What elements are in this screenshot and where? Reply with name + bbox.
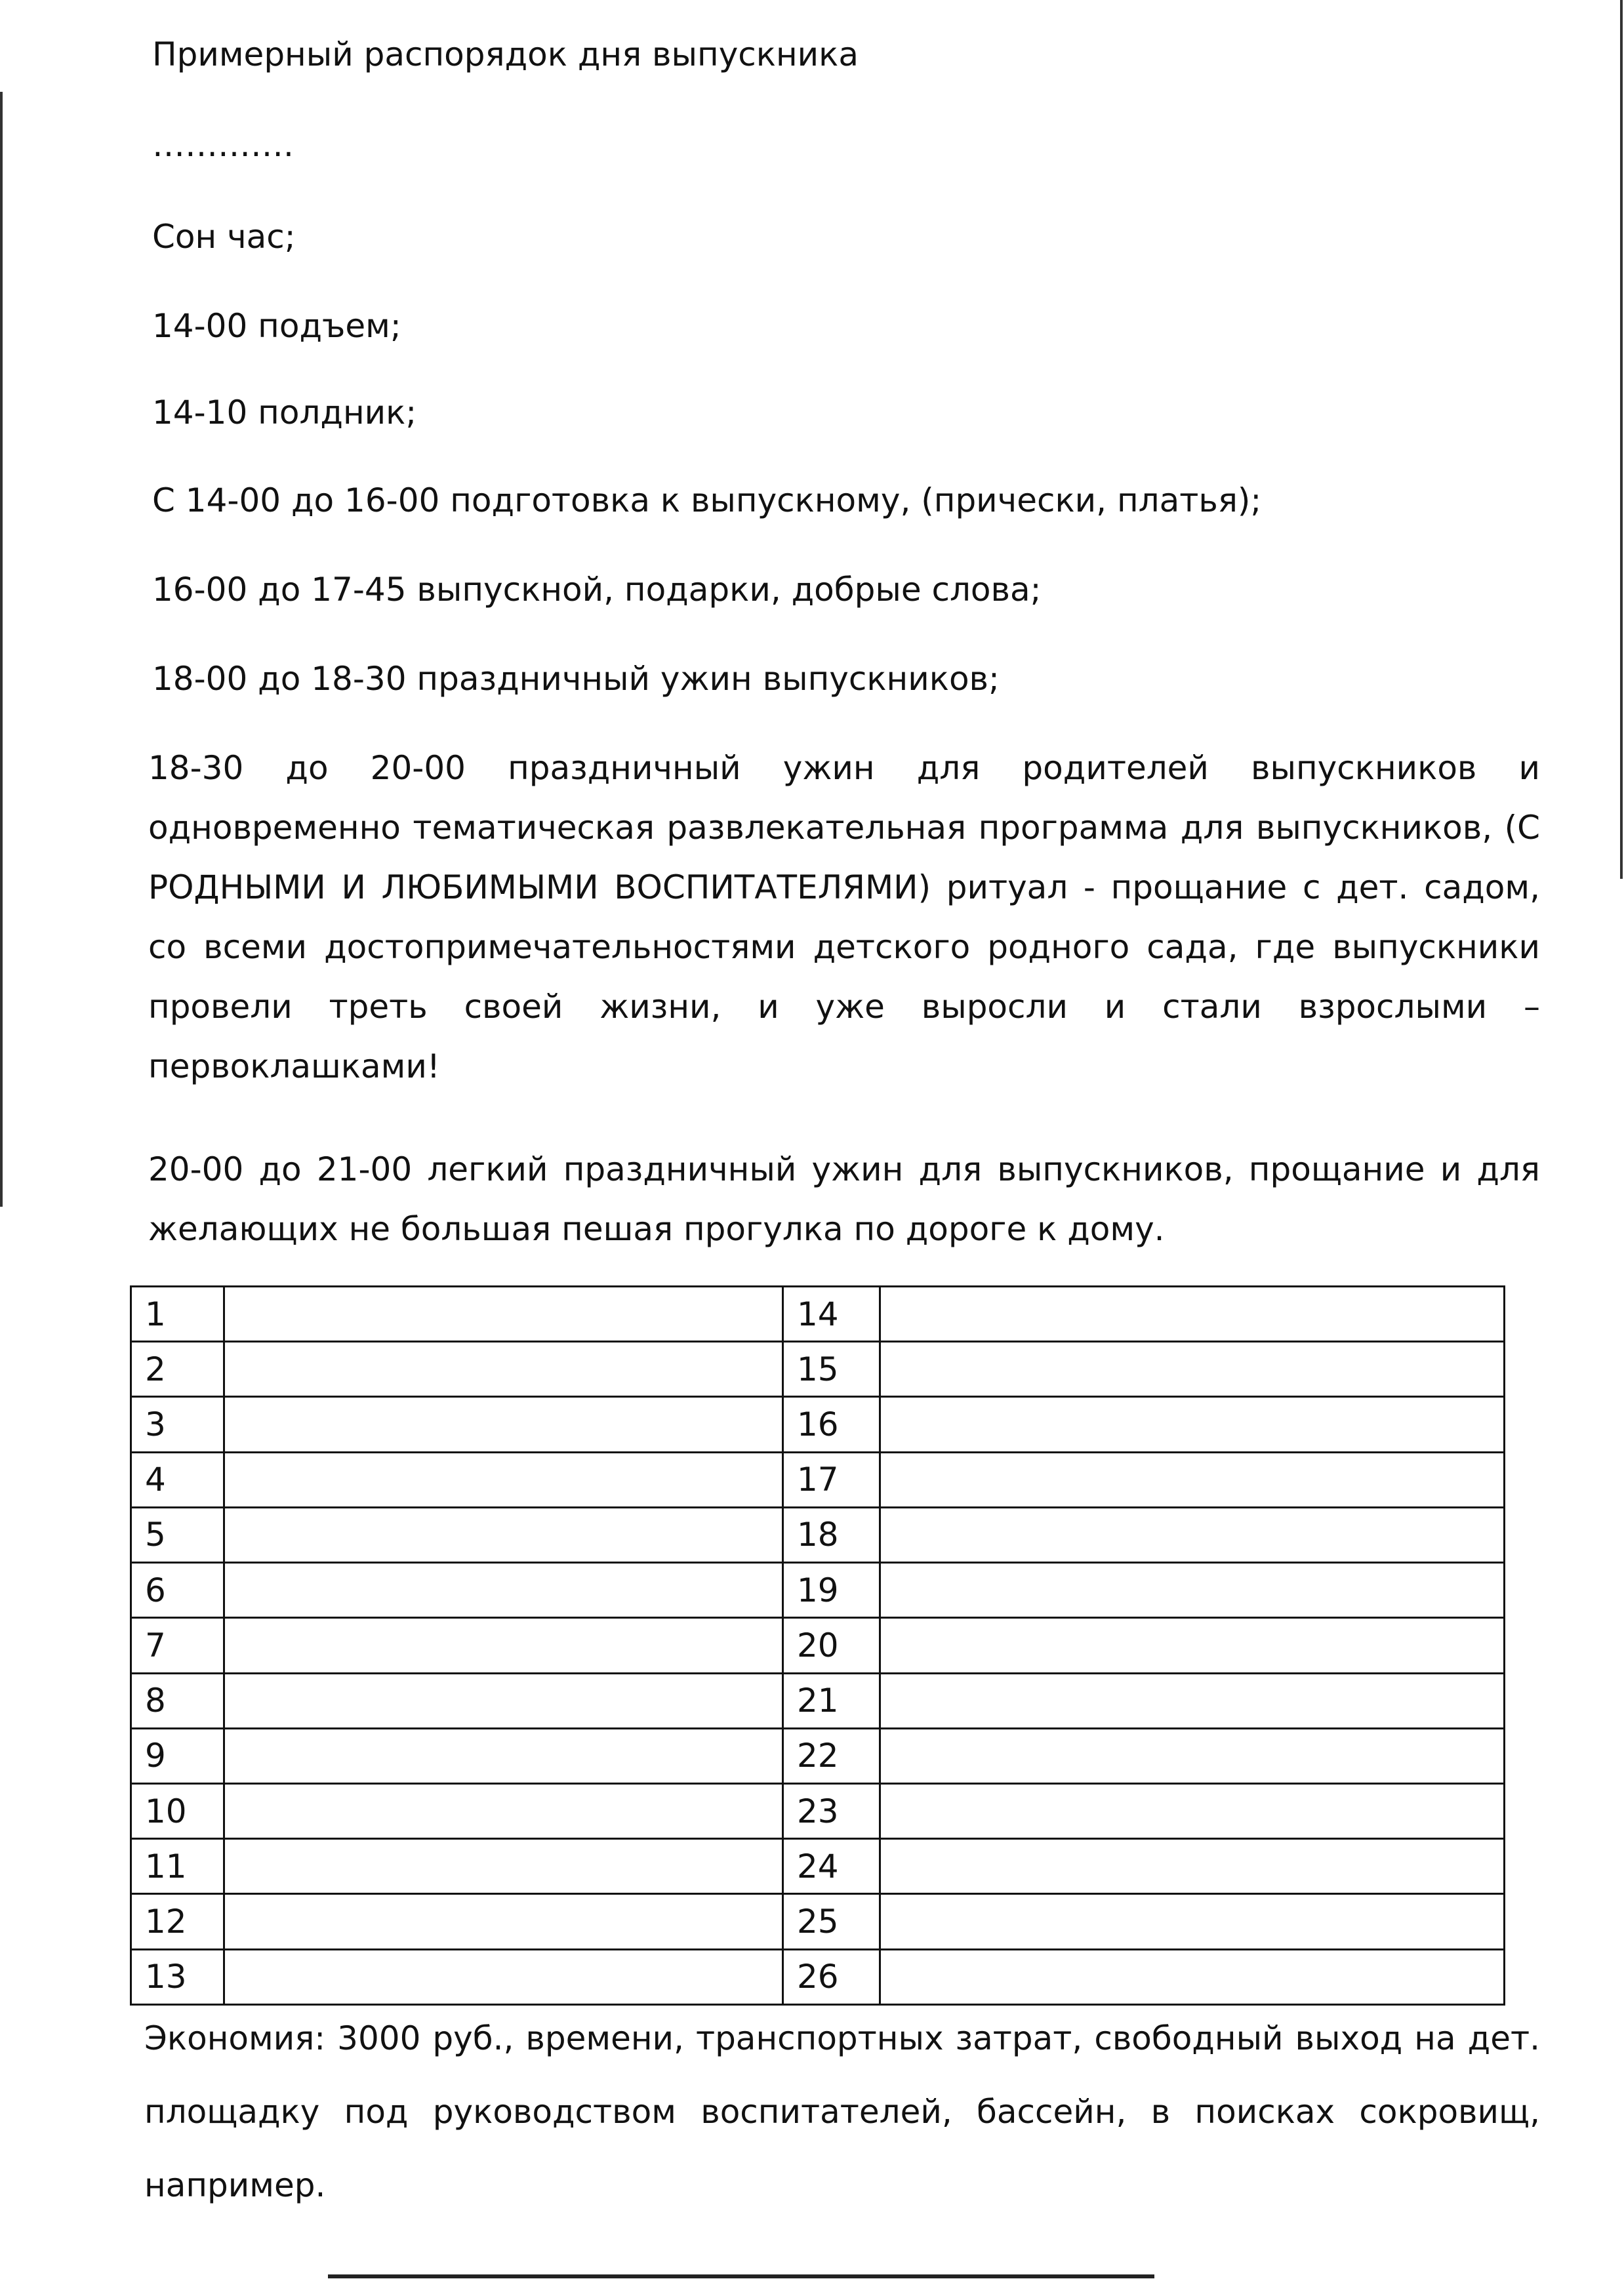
bottom-rule: [328, 2274, 1154, 2278]
name-cell-right[interactable]: [880, 1287, 1505, 1342]
row-number-left: 11: [131, 1839, 224, 1894]
table-row: [131, 1563, 1505, 1618]
name-cell-left[interactable]: [224, 1342, 783, 1397]
row-number-right: 22: [783, 1728, 880, 1783]
row-number-left: 8: [131, 1673, 224, 1728]
name-cell-right[interactable]: [880, 1839, 1505, 1894]
name-cell-right[interactable]: [880, 1618, 1505, 1673]
row-number-left: 10: [131, 1783, 224, 1838]
row-number-right: 25: [783, 1894, 880, 1949]
name-cell-left[interactable]: [224, 1287, 783, 1342]
name-cell-left[interactable]: [224, 1949, 783, 2004]
table-row: [131, 1452, 1505, 1507]
name-cell-right[interactable]: [880, 1949, 1505, 2004]
row-number-left: 12: [131, 1894, 224, 1949]
name-cell-right[interactable]: [880, 1563, 1505, 1618]
name-cell-left[interactable]: [224, 1563, 783, 1618]
scan-edge-right: [1620, 0, 1623, 879]
row-number-left: 7: [131, 1618, 224, 1673]
table-row: [131, 1507, 1505, 1562]
name-cell-right[interactable]: [880, 1728, 1505, 1783]
table-row: [131, 1949, 1505, 2004]
table-row: [131, 1673, 1505, 1728]
name-cell-left[interactable]: [224, 1507, 783, 1562]
table-row: [131, 1894, 1505, 1949]
name-cell-left[interactable]: [224, 1618, 783, 1673]
row-number-left: 6: [131, 1563, 224, 1618]
name-cell-right[interactable]: [880, 1452, 1505, 1507]
name-cell-left[interactable]: [224, 1783, 783, 1838]
name-cell-left[interactable]: [224, 1728, 783, 1783]
name-cell-left[interactable]: [224, 1673, 783, 1728]
row-number-right: 14: [783, 1287, 880, 1342]
document-title: Примерный распорядок дня выпускника: [152, 35, 859, 73]
row-number-right: 16: [783, 1397, 880, 1452]
schedule-paragraph-evening: 18-30 до 20-00 праздничный ужин для родителей выпускников и одновременно тематическая развлекательная программа для выпускников, (С РОДНЫМИ И ЛЮБИМЫМИ ВОСПИТАТЕЛЯМИ) ритуал - прощание с дет. садом, со всеми достопримечательностями детского родного сада, где выпускники провели треть своей жизни, и уже выросли и стали взрослыми – первоклашками!: [148, 749, 1540, 1085]
name-cell-left[interactable]: [224, 1397, 783, 1452]
row-number-left: 5: [131, 1507, 224, 1562]
table-row: [131, 1342, 1505, 1397]
graduates-list-table: [130, 1285, 1505, 2006]
row-number-right: 19: [783, 1563, 880, 1618]
ellipsis-line: ………….: [152, 126, 294, 164]
row-number-left: 2: [131, 1342, 224, 1397]
table-row: [131, 1783, 1505, 1838]
name-cell-left[interactable]: [224, 1839, 783, 1894]
row-number-left: 1: [131, 1287, 224, 1342]
row-number-right: 23: [783, 1783, 880, 1838]
schedule-item: 16-00 до 17-45 выпускной, подарки, добрые слова;: [152, 571, 1042, 609]
schedule-item: 18-00 до 18-30 праздничный ужин выпускников;: [152, 660, 1000, 698]
row-number-right: 17: [783, 1452, 880, 1507]
schedule-item: Сон час;: [152, 218, 296, 256]
schedule-paragraph-dinner: 20-00 до 21-00 легкий праздничный ужин для выпускников, прощание и для желающих не большая пешая прогулка по дороге к дому.: [148, 1150, 1540, 1248]
row-number-left: 13: [131, 1949, 224, 2004]
scan-edge-left: [0, 92, 3, 1207]
name-cell-right[interactable]: [880, 1397, 1505, 1452]
name-cell-right[interactable]: [880, 1894, 1505, 1949]
table-row: [131, 1287, 1505, 1342]
row-number-right: 15: [783, 1342, 880, 1397]
name-cell-right[interactable]: [880, 1507, 1505, 1562]
row-number-left: 9: [131, 1728, 224, 1783]
name-cell-left[interactable]: [224, 1452, 783, 1507]
name-cell-right[interactable]: [880, 1342, 1505, 1397]
row-number-right: 18: [783, 1507, 880, 1562]
row-number-right: 21: [783, 1673, 880, 1728]
schedule-item: 14-00 подъем;: [152, 307, 401, 345]
row-number-right: 24: [783, 1839, 880, 1894]
name-cell-left[interactable]: [224, 1894, 783, 1949]
schedule-item: С 14-00 до 16-00 подготовка к выпускному, (прически, платья);: [152, 481, 1262, 519]
name-cell-right[interactable]: [880, 1673, 1505, 1728]
table-row: [131, 1728, 1505, 1783]
table-row: [131, 1839, 1505, 1894]
table-row: [131, 1397, 1505, 1452]
economy-paragraph: Экономия: 3000 руб., времени, транспортных затрат, свободный выход на дет. площадку под руководством воспитателей, бассейн, в поисках сокровищ, например.: [144, 2019, 1540, 2204]
row-number-right: 26: [783, 1949, 880, 2004]
row-number-left: 3: [131, 1397, 224, 1452]
row-number-left: 4: [131, 1452, 224, 1507]
schedule-item: 14-10 полдник;: [152, 394, 417, 432]
row-number-right: 20: [783, 1618, 880, 1673]
table-row: [131, 1618, 1505, 1673]
name-cell-right[interactable]: [880, 1783, 1505, 1838]
